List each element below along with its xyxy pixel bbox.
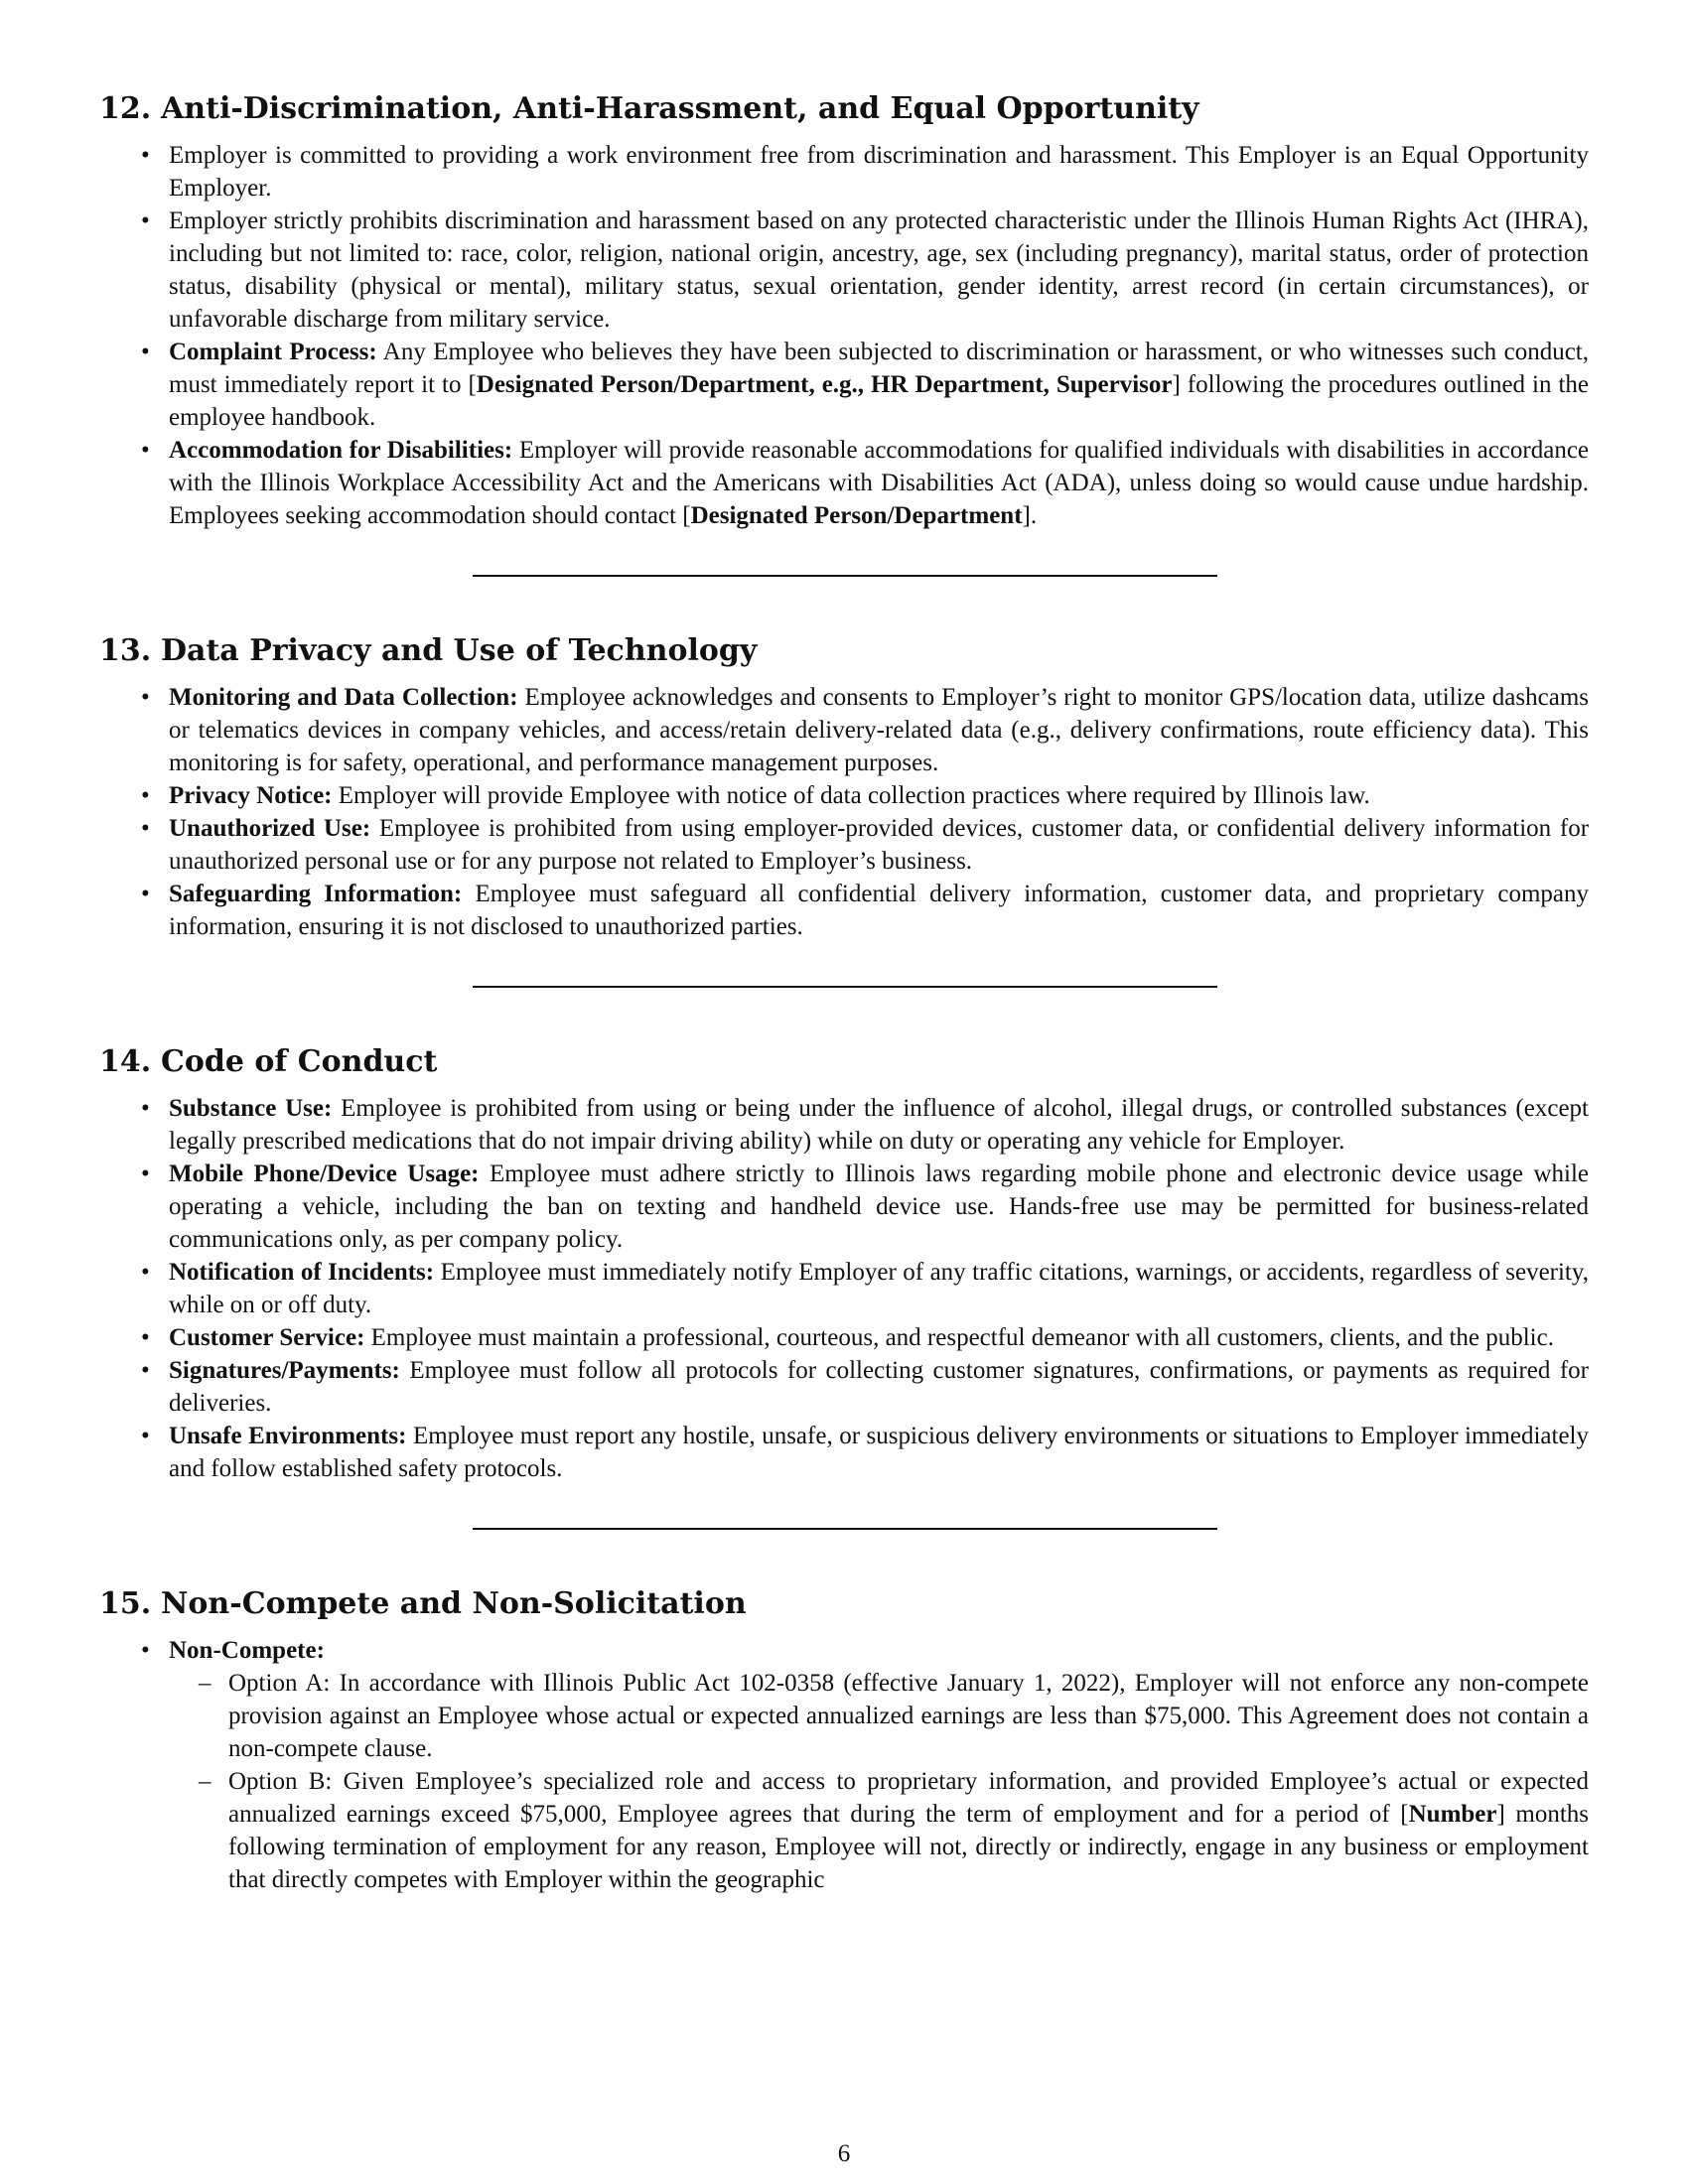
item-text: Any Employee who believes they have been subjected to discrimination or harassment, or who witnesses such conduct, must immediately report it to [ [169, 339, 1589, 398]
section-heading [99, 89, 1589, 129]
section-heading [99, 1042, 1589, 1082]
document-page [99, 89, 1589, 1896]
bullet-list [99, 139, 1589, 532]
section-title: Non-Compete and Non-Solicitation [161, 1586, 747, 1621]
section-title: Code of Conduct [161, 1044, 438, 1079]
list-item [169, 878, 1589, 943]
item-text: Employee must report any hostile, unsafe, or suspicious delivery environments or situations to Employer immediately and follow established safety protocols. [169, 1423, 1590, 1482]
item-lead: Unsafe Environments: [169, 1423, 407, 1449]
item-text: Employer is committed to providing a work environment free from discrimination and harassment. This Employer is an Equal Opportunity Employer. [169, 142, 1589, 202]
section-number: 13. [99, 633, 152, 668]
section-15 [99, 1584, 1589, 1896]
item-tail: ]. [1022, 502, 1038, 529]
item-text: Employee must immediately notify Employer of any traffic citations, warnings, or accidents, regardless of severity, while on or off duty. [169, 1259, 1590, 1318]
section-13 [99, 631, 1589, 943]
item-placeholder: Designated Person/Department [690, 502, 1023, 529]
section-divider [473, 575, 1217, 577]
section-number: 15. [99, 1586, 152, 1621]
list-item [169, 1420, 1589, 1485]
list-item [169, 1158, 1589, 1256]
section-divider [473, 1528, 1217, 1530]
item-text: Employee acknowledges and consents to Employer’s right to monitor GPS/location data, utilize dashcams or telematics devices in company vehicles, and access/retain delivery-related data (e.g., delivery confirmations, route efficiency data). This monitoring is for safety, operational, and performance management purposes. [169, 684, 1589, 776]
section-title: Data Privacy and Use of Technology [161, 633, 758, 668]
section-divider [473, 986, 1217, 988]
list-item [169, 434, 1589, 532]
section-number: 12. [99, 91, 152, 126]
item-lead: Substance Use: [169, 1095, 333, 1122]
item-lead: Monitoring and Data Collection: [169, 684, 518, 711]
item-text: Employer will provide Employee with notice of data collection practices where required by Illinois law. [338, 782, 1370, 809]
list-item [169, 779, 1589, 812]
sub-list-item [228, 1765, 1589, 1896]
item-text: Employee is prohibited from using employer-provided devices, customer data, or confidential delivery information for unauthorized personal use or for any purpose not related to Employer’s business. [169, 815, 1590, 875]
item-placeholder: Number [1408, 1801, 1497, 1828]
sub-list [169, 1667, 1589, 1896]
item-text: Employee is prohibited from using or being under the influence of alcohol, illegal drugs, or controlled substances (except legally prescribed medications that do not impair driving ability) while on duty or operating any vehicle for Employer. [169, 1095, 1589, 1155]
list-item [169, 812, 1589, 878]
section-heading [99, 1584, 1589, 1624]
item-text: Option B: Given Employee’s specialized role and access to proprietary information, and provided Employee’s actual or expected annualized earnings exceed $75,000, Employee agrees that during the term of employment and for a period of [ [228, 1768, 1589, 1828]
item-placeholder: Designated Person/Department, e.g., HR Department, Supervisor [476, 371, 1173, 398]
section-number: 14. [99, 1044, 152, 1079]
bullet-list [99, 681, 1589, 943]
item-lead: Privacy Notice: [169, 782, 333, 809]
item-lead: Complaint Process: [169, 339, 377, 365]
item-lead: Notification of Incidents: [169, 1259, 435, 1286]
item-lead: Customer Service: [169, 1324, 365, 1351]
page-number: 6 [837, 2140, 851, 2167]
item-text: Employee must safeguard all confidential delivery information, customer data, and proprietary company information, ensuring it is not disclosed to unauthorized parties. [169, 881, 1590, 940]
item-text: Employer strictly prohibits discrimination and harassment based on any protected characteristic under the Illinois Human Rights Act (IHRA), including but not limited to: race, color, religion, national origin, ancestry, age, sex (including pregnancy), marital status, order of protection status, disability (physical or mental), military status, sexual orientation, gender identity, arrest record (in certain circumstances), or unfavorable discharge from military service. [169, 207, 1589, 333]
bullet-list [99, 1092, 1589, 1485]
item-lead: Signatures/Payments: [169, 1357, 400, 1384]
list-item [169, 681, 1589, 779]
list-item [169, 1321, 1589, 1354]
item-lead: Mobile Phone/Device Usage: [169, 1160, 480, 1187]
item-text: Employee must follow all protocols for collecting customer signatures, confirmations, or payments as required for deliveries. [169, 1357, 1590, 1417]
list-item [169, 139, 1589, 205]
sub-list-item [228, 1667, 1589, 1765]
section-12 [99, 89, 1589, 532]
list-item [169, 1634, 1589, 1896]
list-item [169, 336, 1589, 434]
item-text: Employee must adhere strictly to Illinois laws regarding mobile phone and electronic device usage while operating a vehicle, including the ban on texting and handheld device use. Hands-free use may be permitted for business-related communications only, as per company policy. [169, 1160, 1589, 1253]
list-item [169, 1256, 1589, 1321]
list-item [169, 205, 1589, 336]
item-text: Employer will provide reasonable accommodations for qualified individuals with disabilities in accordance with the Illinois Workplace Accessibility Act and the Americans with Disabilities Act (ADA), unless doing so would cause undue hardship. Employees seeking accommodation should contact [ [169, 437, 1590, 529]
item-text: Employee must maintain a professional, courteous, and respectful demeanor with all customers, clients, and the public. [370, 1324, 1554, 1351]
item-tail: ] months following termination of employment for any reason, Employee will not, directly or indirectly, engage in any business or employment that directly competes with Employer within the geographic [228, 1801, 1589, 1893]
item-lead: Accommodation for Disabilities: [169, 437, 513, 464]
list-item [169, 1354, 1589, 1420]
item-lead: Non-Compete: [169, 1637, 325, 1664]
item-text: Option A: In accordance with Illinois Public Act 102-0358 (effective January 1, 2022), Employer will not enforce any non-compete provision against an Employee whose actual or expected annualized earnings are less than $75,000. This Agreement does not contain a non-compete clause. [228, 1670, 1589, 1762]
section-14 [99, 1042, 1589, 1485]
item-tail: ] following the procedures outlined in the employee handbook. [169, 371, 1589, 431]
list-item [169, 1092, 1589, 1158]
item-lead: Safeguarding Information: [169, 881, 463, 907]
section-heading [99, 631, 1589, 671]
bullet-list [99, 1634, 1589, 1896]
section-title: Anti-Discrimination, Anti-Harassment, and Equal Opportunity [161, 91, 1199, 126]
item-lead: Unauthorized Use: [169, 815, 371, 842]
